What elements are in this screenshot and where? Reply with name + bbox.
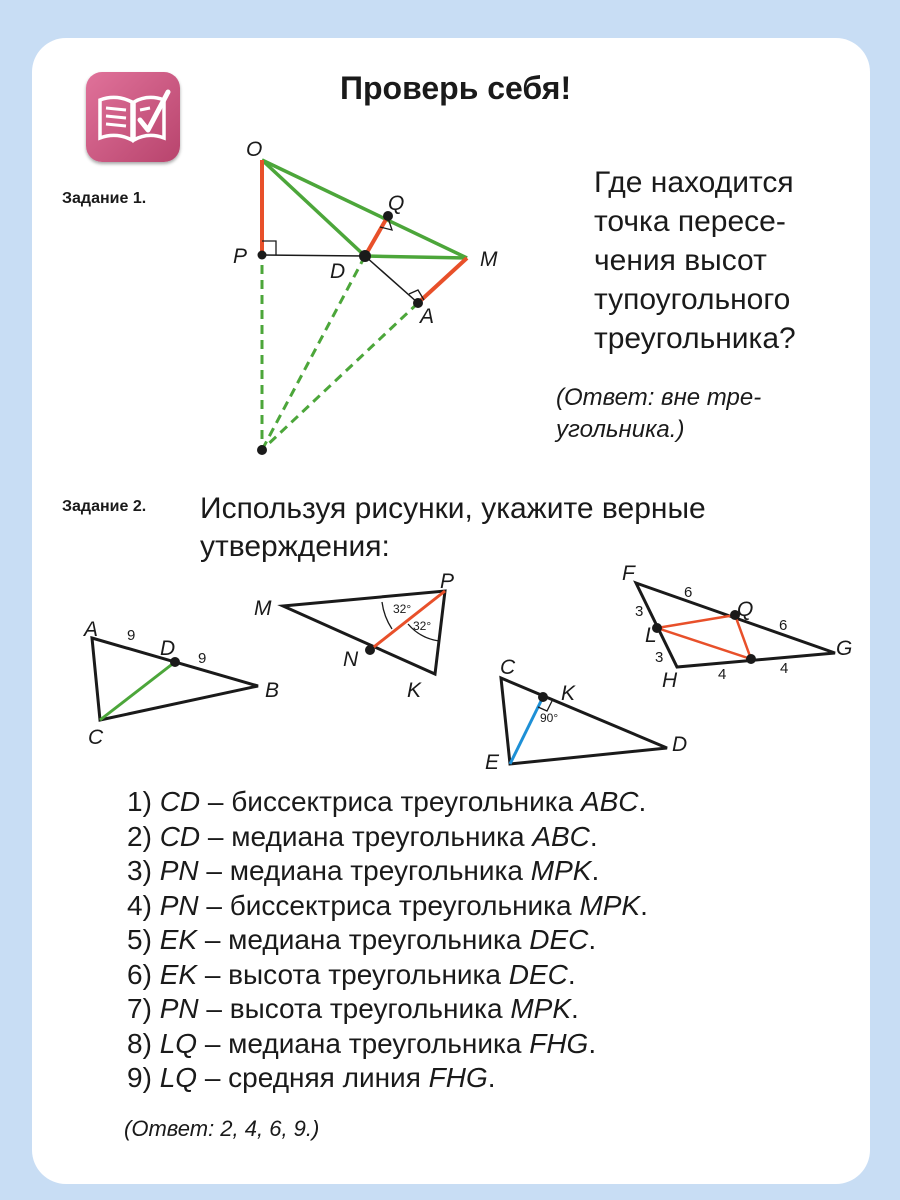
task1-question-line: Где находится <box>594 166 794 199</box>
point-label-P: P <box>233 245 248 268</box>
point-label-B: B <box>265 679 280 702</box>
point-label-E: E <box>485 751 500 774</box>
length-label: 3 <box>655 649 664 666</box>
length-label: 3 <box>635 603 644 620</box>
point-label-Q: Q <box>737 598 754 621</box>
point-label-D: D <box>160 637 176 660</box>
task1-question-line: тупоугольного <box>594 283 791 316</box>
point-label-C: C <box>500 656 516 679</box>
length-label: 9 <box>127 627 136 644</box>
task2-question-line: утверждения: <box>200 530 390 563</box>
statement-item: 1) CD – биссектриса треугольника ABC. <box>127 786 647 817</box>
length-label: 9 <box>198 650 207 667</box>
page-title: Проверь себя! <box>340 70 572 106</box>
point-label-L: L <box>645 624 657 647</box>
angle-label: 32° <box>413 619 432 633</box>
statement-item: 6) EK – высота треугольника DEC. <box>127 958 576 990</box>
angle-label: 90° <box>540 711 559 725</box>
task2-answer: (Ответ: 2, 4, 6, 9.) <box>124 1116 320 1141</box>
point-label-D: D <box>330 260 346 283</box>
task2-label: Задание 2. <box>62 498 147 515</box>
point-label-A: A <box>84 618 99 641</box>
figure-fhg <box>622 562 852 692</box>
point-label-P: P <box>440 570 455 593</box>
point-label-Q: Q <box>388 192 405 215</box>
point-label-M: M <box>254 597 272 620</box>
point-label-D: D <box>672 733 688 756</box>
statement-item: 9) LQ – средняя линия FHG. <box>127 1062 496 1093</box>
task1-label: Задание 1. <box>62 190 147 207</box>
task1-answer-line: угольника.) <box>556 416 685 443</box>
point-label-K: K <box>561 682 576 705</box>
angle-label: 32° <box>393 602 412 616</box>
point-label-K: K <box>407 679 422 702</box>
task1-question-line: треугольника? <box>594 322 796 355</box>
length-label: 6 <box>779 617 788 634</box>
statement-item: 4) PN – биссектриса треугольника MPK. <box>127 889 648 921</box>
point-label-O: O <box>246 138 263 161</box>
figure-mpk <box>254 570 454 702</box>
figure-cde <box>485 656 687 774</box>
task1-question-line: точка пересе- <box>594 205 786 238</box>
point-label-M: M <box>480 248 498 271</box>
statement-item: 2) CD – медиана треугольника ABC. <box>127 820 598 852</box>
point-label-G: G <box>836 637 853 660</box>
length-label: 4 <box>780 660 789 677</box>
point-label-F: F <box>622 562 635 585</box>
task1-answer-line: (Ответ: вне тре- <box>556 384 762 411</box>
point-label-H: H <box>662 669 678 692</box>
task2-question-line: Используя рисунки, укажите верные <box>200 492 706 525</box>
figure-orthocenter <box>233 138 498 455</box>
statement-item: 5) EK – медиана треугольника DEC. <box>127 924 597 955</box>
length-label: 6 <box>684 584 693 601</box>
statement-item: 7) PN – высота треугольника MPK. <box>127 993 579 1024</box>
length-label: 4 <box>718 666 727 683</box>
statement-item: 3) PN – медиана треугольника MPK. <box>127 855 600 886</box>
statement-list <box>127 785 648 1096</box>
statement-item: 8) LQ – медиана треугольника FHG. <box>127 1027 597 1059</box>
figure-abc <box>82 618 279 749</box>
point-label-A: A <box>420 305 435 328</box>
point-label-N: N <box>343 648 359 671</box>
point-label-C: C <box>88 726 104 749</box>
task1-question-line: чения высот <box>594 244 767 277</box>
